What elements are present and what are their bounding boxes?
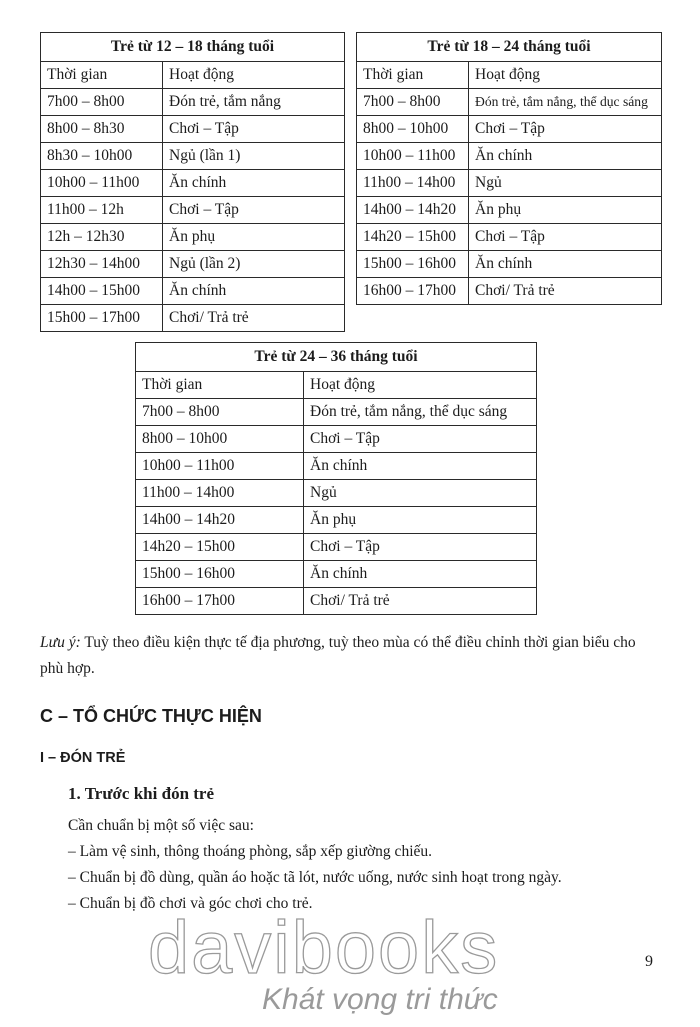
activity-cell: Chơi/ Trả trẻ	[163, 305, 345, 332]
note-text: Tuỳ theo điều kiện thực tế địa phương, tuỳ theo mùa có thể điều chỉnh thời gian biểu cho phù hợp.	[40, 634, 636, 677]
time-cell: 15h00 – 17h00	[41, 305, 163, 332]
activity-cell: Chơi – Tập	[304, 426, 537, 453]
column-header-time: Thời gian	[357, 62, 469, 89]
body-line: Cần chuẩn bị một số việc sau:	[68, 817, 254, 834]
table-row	[357, 143, 662, 170]
activity-cell: Ngủ	[469, 170, 662, 197]
table-row	[136, 534, 537, 561]
time-cell: 8h00 – 10h00	[357, 116, 469, 143]
activity-cell: Ăn chính	[304, 453, 537, 480]
time-cell: 14h00 – 14h20	[136, 507, 304, 534]
table-row	[41, 170, 345, 197]
table-row	[136, 588, 537, 615]
table-row	[41, 278, 345, 305]
table-row	[136, 453, 537, 480]
schedule-table-24-36-months	[135, 342, 537, 615]
activity-cell: Ăn chính	[469, 143, 662, 170]
table-title: Trẻ từ 12 – 18 tháng tuổi	[41, 33, 345, 62]
table-row	[41, 251, 345, 278]
time-cell: 12h – 12h30	[41, 224, 163, 251]
table-row	[357, 116, 662, 143]
column-header-activity: Hoạt động	[469, 62, 662, 89]
time-cell: 8h30 – 10h00	[41, 143, 163, 170]
time-cell: 7h00 – 8h00	[136, 399, 304, 426]
table-row	[357, 224, 662, 251]
time-cell: 14h00 – 14h20	[357, 197, 469, 224]
section-heading-i: I – ĐÓN TRẺ	[40, 750, 126, 766]
page-number: 9	[645, 953, 653, 970]
time-cell: 11h00 – 14h00	[136, 480, 304, 507]
time-cell: 11h00 – 14h00	[357, 170, 469, 197]
column-header-activity: Hoạt động	[304, 372, 537, 399]
table-row	[136, 480, 537, 507]
activity-cell: Ăn chính	[163, 278, 345, 305]
section-heading-c: C – TỔ CHỨC THỰC HIỆN	[40, 706, 262, 726]
time-cell: 16h00 – 17h00	[136, 588, 304, 615]
table-title: Trẻ từ 24 – 36 tháng tuổi	[136, 343, 537, 372]
time-cell: 16h00 – 17h00	[357, 278, 469, 305]
column-header-time: Thời gian	[41, 62, 163, 89]
schedule-table-18-24-months	[356, 32, 662, 305]
activity-cell: Chơi/ Trả trẻ	[304, 588, 537, 615]
activity-cell: Ngủ (lần 1)	[163, 143, 345, 170]
schedule-table-12-18-months	[40, 32, 345, 332]
table-row	[136, 426, 537, 453]
table-row	[357, 170, 662, 197]
note-paragraph	[40, 630, 662, 682]
time-cell: 14h00 – 15h00	[41, 278, 163, 305]
activity-cell: Chơi – Tập	[469, 116, 662, 143]
table-row	[136, 507, 537, 534]
table-row	[136, 399, 537, 426]
bullet-line: – Chuẩn bị đồ dùng, quần áo hoặc tã lót, nước uống, nước sinh hoạt trong ngày.	[68, 869, 562, 886]
activity-cell: Ăn chính	[304, 561, 537, 588]
table-row	[136, 561, 537, 588]
column-header-time: Thời gian	[136, 372, 304, 399]
time-cell: 8h00 – 8h30	[41, 116, 163, 143]
table-row	[357, 278, 662, 305]
time-cell: 8h00 – 10h00	[136, 426, 304, 453]
table-row	[357, 251, 662, 278]
table-row	[41, 116, 345, 143]
activity-cell: Ăn chính	[469, 251, 662, 278]
time-cell: 10h00 – 11h00	[136, 453, 304, 480]
time-cell: 15h00 – 16h00	[357, 251, 469, 278]
activity-cell: Đón trẻ, tắm nắng, thể dục sáng	[304, 399, 537, 426]
column-header-activity: Hoạt động	[163, 62, 345, 89]
activity-cell: Chơi – Tập	[469, 224, 662, 251]
time-cell: 15h00 – 16h00	[136, 561, 304, 588]
table-row	[41, 305, 345, 332]
activity-cell: Chơi/ Trả trẻ	[469, 278, 662, 305]
watermark-brand: davibooks	[148, 906, 500, 989]
activity-cell: Chơi – Tập	[163, 116, 345, 143]
time-cell: 12h30 – 14h00	[41, 251, 163, 278]
activity-cell: Ngủ	[304, 480, 537, 507]
time-cell: 11h00 – 12h	[41, 197, 163, 224]
activity-cell: Ăn phụ	[304, 507, 537, 534]
table-row	[41, 143, 345, 170]
table-row	[41, 89, 345, 116]
bullet-line: – Làm vệ sinh, thông thoáng phòng, sắp xếp giường chiếu.	[68, 843, 433, 860]
activity-cell: Chơi – Tập	[163, 197, 345, 224]
table-title: Trẻ từ 18 – 24 tháng tuổi	[357, 33, 662, 62]
activity-cell: Ăn phụ	[469, 197, 662, 224]
table-row	[357, 89, 662, 116]
activity-cell: Đón trẻ, tắm nắng	[163, 89, 345, 116]
watermark-tagline: Khát vọng tri thức	[262, 983, 498, 1016]
table-row	[41, 224, 345, 251]
activity-cell: Ngủ (lần 2)	[163, 251, 345, 278]
activity-cell: Ăn chính	[163, 170, 345, 197]
table-row	[357, 197, 662, 224]
time-cell: 10h00 – 11h00	[41, 170, 163, 197]
note-label: Lưu ý:	[40, 634, 81, 651]
activity-cell: Ăn phụ	[163, 224, 345, 251]
time-cell: 7h00 – 8h00	[41, 89, 163, 116]
time-cell: 14h20 – 15h00	[136, 534, 304, 561]
subsection-heading-1: 1. Trước khi đón trẻ	[68, 784, 215, 803]
time-cell: 10h00 – 11h00	[357, 143, 469, 170]
bullet-line: – Chuẩn bị đồ chơi và góc chơi cho trẻ.	[68, 895, 313, 912]
table-row	[41, 197, 345, 224]
time-cell: 7h00 – 8h00	[357, 89, 469, 116]
time-cell: 14h20 – 15h00	[357, 224, 469, 251]
activity-cell: Chơi – Tập	[304, 534, 537, 561]
activity-cell: Đón trẻ, tắm nắng, thể dục sáng	[469, 89, 662, 116]
